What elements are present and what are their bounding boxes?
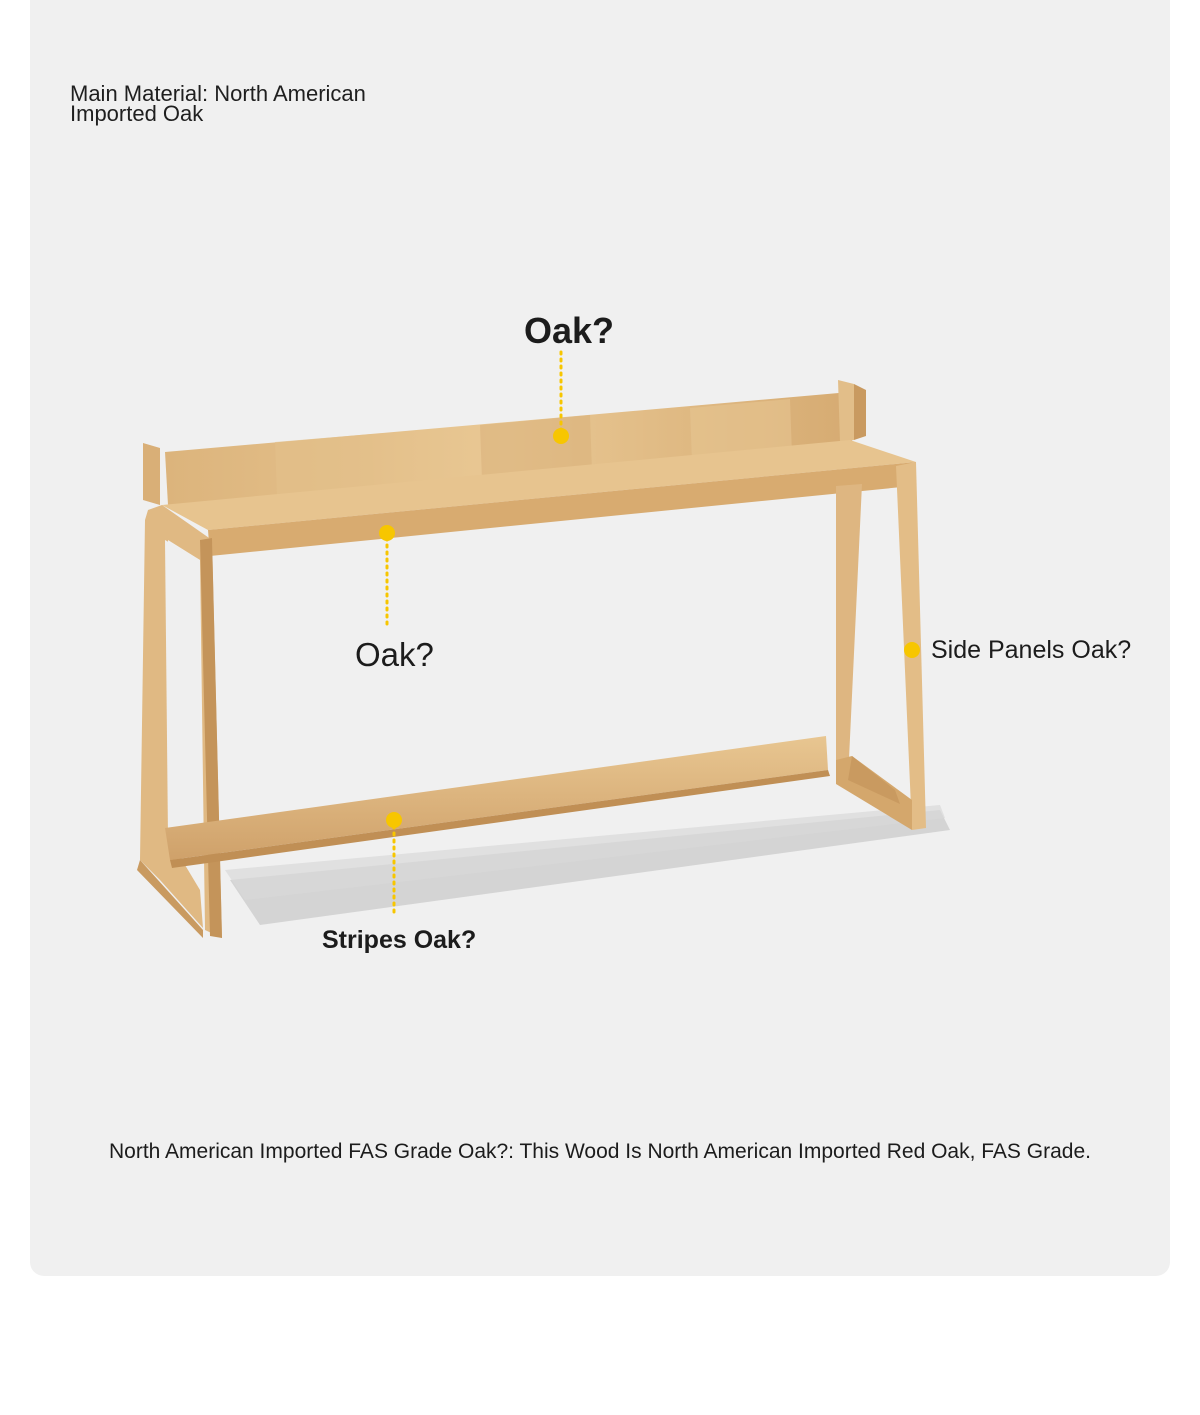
callout-shelf-label: Oak? (355, 636, 434, 673)
callout-top-board-label: Oak? (524, 310, 615, 351)
callout-stripes-label: Stripes Oak? (322, 926, 477, 954)
wood-grade-note: North American Imported FAS Grade Oak?: This Wood Is North American Imported Red Oak, FAS Grade. (109, 1140, 1091, 1163)
callout-side-panels-label: Side Panels Oak? (931, 636, 1132, 664)
main-material-label: Main Material: North American Imported Oak (70, 81, 366, 126)
right-back-post (838, 380, 866, 442)
